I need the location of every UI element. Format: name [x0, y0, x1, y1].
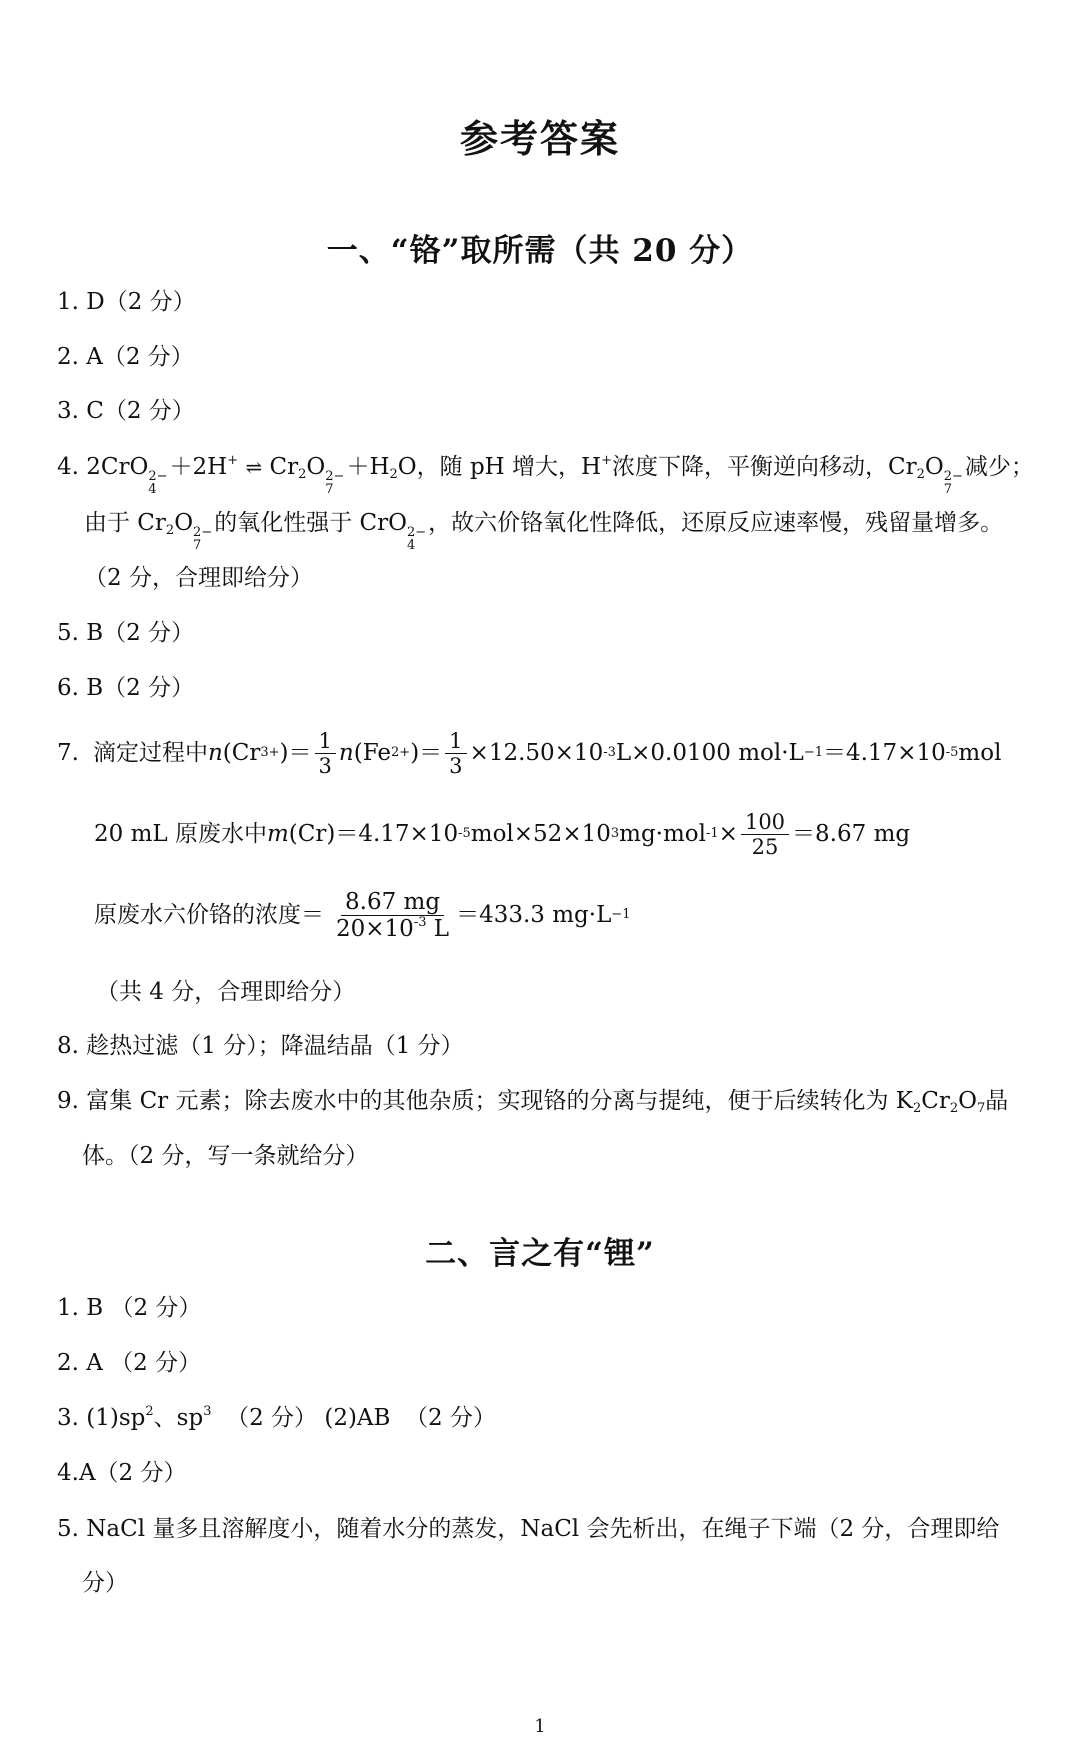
section2-heading: 二、言之有“锂” — [425, 1236, 655, 1272]
equilibrium-arrow: ⇌ — [245, 455, 263, 479]
page-number: 1 — [534, 1716, 546, 1737]
s1-q7-line4: （共 4 分，合理即给分） — [96, 979, 356, 1005]
page-title: 参考答案 — [459, 116, 620, 161]
s1-q2: 2. A（2 分） — [57, 344, 194, 370]
fraction-one-third: $\frac{1}{3}$ — [315, 729, 336, 778]
s2-q3: 3. $(1)sp^2$、$sp^3$ （2 分） (2)AB （2 分） — [57, 1404, 497, 1431]
s1-q7-line3: 原废水六价铬的浓度＝ $\frac{8.67 mg}{20\times 10^{-3} L}$ ＝433.3 mg·L −1 — [94, 888, 631, 942]
s1-q4-line1: 4. 2CrO 2− 4 ＋2H+ ⇌ $Cr_2O$ 2− 7 $+H_2O$，随 pH 增大，H+浓度下降，平衡逆向移动，$Cr_2O$ 2− 7 减少； — [57, 453, 1034, 497]
s1-q8: 8. 趁热过滤（1 分）；降温结晶（1 分） — [57, 1033, 464, 1059]
fraction-one-third-2: $\frac{1}{3}$ — [445, 729, 466, 778]
s1-q6: 6. B（2 分） — [57, 675, 195, 701]
s2-q5-line1: 5. NaCl 量多且溶解度小，随着水分的蒸发，NaCl 会先析出，在绳子下端（2 分，合理即给 — [57, 1516, 1000, 1542]
s2-q1: 1. B （2 分） — [57, 1295, 202, 1321]
s1-q7-line2: 20 mL 原废水中 m (Cr)＝4.17×10 -5 mol×52×10 3 mg·mol -1 × $\frac{100}{25}$ ＝8.67 mg — [94, 809, 911, 859]
s1-q7-line1: 7. 滴定过程中 n (Cr 3+ )＝ $\frac{1}{3}$ n (Fe 2+ )＝ $\frac{1}{3}$ ×12.50×10 -3 L×0.0100 mol·L −1 ＝4.17×10 -5 mol — [57, 728, 1002, 778]
s1-q3: 3. C（2 分） — [57, 398, 195, 424]
fraction-concentration: $\frac{8.67 mg}{20\times 10^{-3} L}$ — [336, 888, 450, 942]
s2-q2: 2. A （2 分） — [57, 1350, 202, 1376]
s1-q5: 5. B（2 分） — [57, 620, 195, 646]
s2-q4: 4.A（2 分） — [57, 1460, 187, 1486]
section1-heading: 一、“铬”取所需（共 20 分） — [326, 233, 754, 269]
fraction-100-25: $\frac{100}{25}$ — [741, 810, 789, 859]
s1-q1: 1. D（2 分） — [57, 289, 196, 315]
s1-q9-line1: 9. 富集 Cr 元素；除去废水中的其他杂质；实现铬的分离与提纯，便于后续转化为 $K_2Cr_2O_7$晶 — [57, 1088, 1009, 1116]
s1-q9-line2: 体。（2 分，写一条就给分） — [82, 1143, 369, 1169]
s1-q4-line3: （2 分，合理即给分） — [84, 565, 313, 591]
s2-q5-line2: 分） — [82, 1570, 128, 1596]
s1-q4-line2: 由于 $Cr_2O$ 2− 7 的氧化性强于 CrO 2− 4 ，故六价铬氧化性降低，还原反应速率慢，残留量增多。 — [84, 510, 1004, 553]
